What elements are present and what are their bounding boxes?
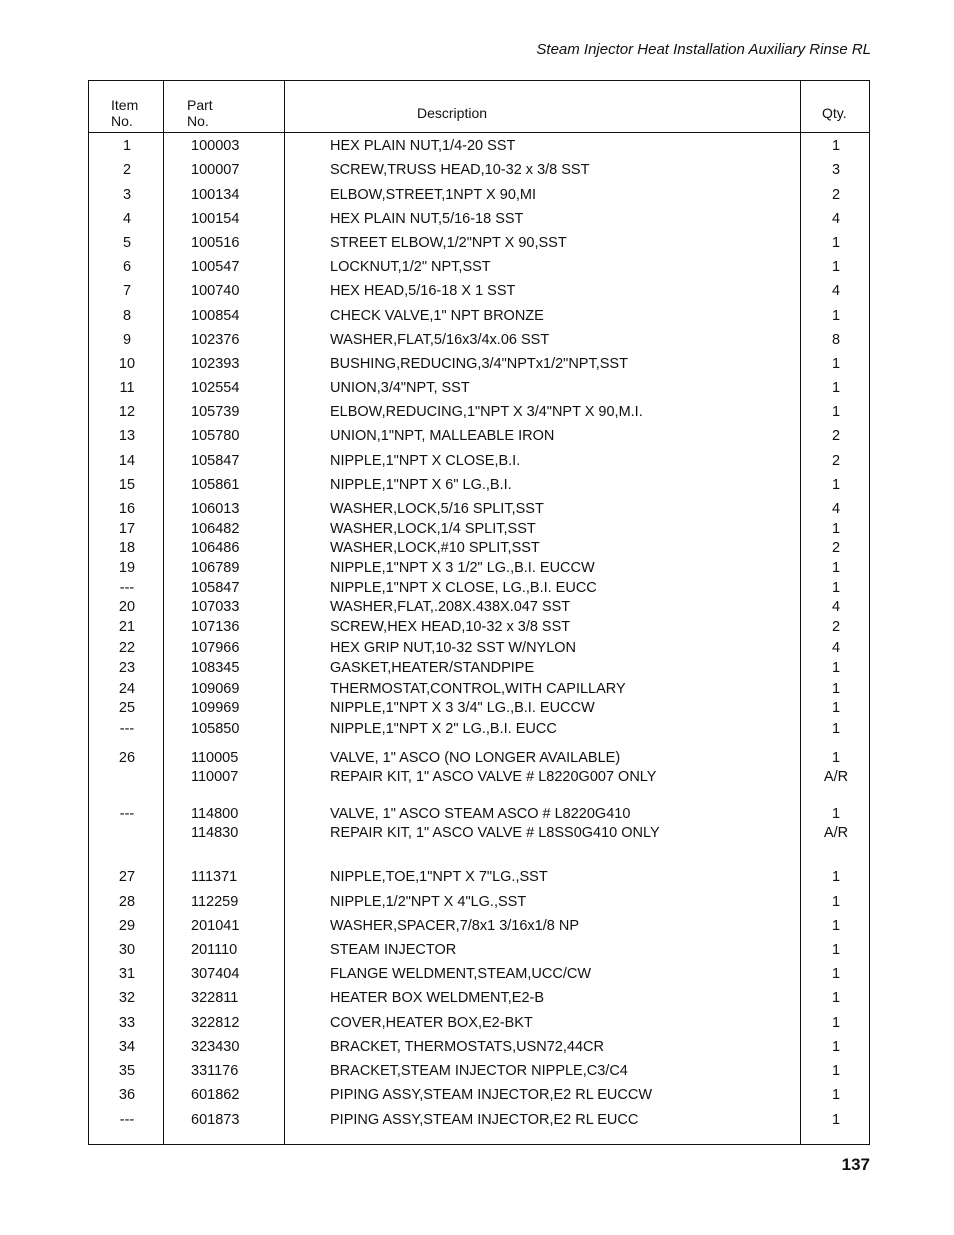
cell-part-no: 322811 <box>191 990 239 1006</box>
cell-part-no: 106482 <box>191 521 240 537</box>
cell-description: HEATER BOX WELDMENT,E2-B <box>330 990 545 1006</box>
cell-description: NIPPLE,1"NPT X CLOSE,B.I. <box>330 453 521 469</box>
cell-part-no: 105739 <box>191 404 240 420</box>
cell-description: NIPPLE,1"NPT X 3 1/2" LG.,B.I. EUCCW <box>330 560 595 576</box>
cell-description: WASHER,LOCK,5/16 SPLIT,SST <box>330 501 544 517</box>
cell-part-no: 331176 <box>191 1063 239 1079</box>
header-item-line2: No. <box>111 113 133 129</box>
cell-description: WASHER,SPACER,7/8x1 3/16x1/8 NP <box>330 918 580 934</box>
header-qty: Qty. <box>822 105 847 121</box>
cell-item-no: 32 <box>118 990 136 1006</box>
cell-item-no: 33 <box>118 1015 136 1031</box>
cell-description: WASHER,FLAT,5/16x3/4x.06 SST <box>330 332 550 348</box>
cell-description: NIPPLE,1"NPT X 6" LG.,B.I. <box>330 477 512 493</box>
page-number: 137 <box>841 1155 870 1174</box>
cell-description: THERMOSTAT,CONTROL,WITH CAPILLARY <box>330 681 626 697</box>
cell-description: SCREW,TRUSS HEAD,10-32 x 3/8 SST <box>330 162 590 178</box>
cell-description: LOCKNUT,1/2" NPT,SST <box>330 259 491 275</box>
cell-part-no: 111371 <box>191 869 238 885</box>
cell-part-no: 106013 <box>191 501 240 517</box>
cell-qty: 1 <box>831 580 841 596</box>
cell-description: ELBOW,REDUCING,1"NPT X 3/4"NPT X 90,M.I. <box>330 404 643 420</box>
cell-qty: 1 <box>831 1112 841 1128</box>
cell-description: NIPPLE,1"NPT X 2" LG.,B.I. EUCC <box>330 721 557 737</box>
cell-description: STEAM INJECTOR <box>330 942 457 958</box>
cell-description: COVER,HEATER BOX,E2-BKT <box>330 1015 533 1031</box>
cell-item-no: --- <box>119 806 135 822</box>
cell-item-no: 18 <box>118 540 136 556</box>
cell-part-no: 109969 <box>191 700 240 716</box>
cell-item-no: 23 <box>118 660 136 676</box>
cell-part-no: 100154 <box>191 211 240 227</box>
cell-part-no: 100007 <box>191 162 240 178</box>
cell-qty: 1 <box>831 942 841 958</box>
cell-qty: 1 <box>831 138 841 154</box>
cell-qty: 1 <box>831 990 841 1006</box>
cell-description: HEX HEAD,5/16-18 X 1 SST <box>330 283 516 299</box>
cell-qty: 1 <box>831 721 841 737</box>
cell-item-no: 5 <box>122 235 132 251</box>
cell-part-no: 105847 <box>191 580 240 596</box>
cell-qty: 4 <box>831 211 841 227</box>
cell-part-no: 106789 <box>191 560 240 576</box>
cell-item-no: 29 <box>118 918 136 934</box>
cell-qty: 4 <box>831 599 841 615</box>
cell-item-no: 15 <box>118 477 136 493</box>
cell-description: CHECK VALVE,1" NPT BRONZE <box>330 308 544 324</box>
cell-part-no: 114800 <box>191 806 239 822</box>
cell-description: NIPPLE,TOE,1"NPT X 7"LG.,SST <box>330 869 548 885</box>
column-divider <box>800 80 801 1145</box>
cell-item-no: 11 <box>119 380 135 396</box>
cell-item-no: 7 <box>122 283 132 299</box>
cell-part-no: 601862 <box>191 1087 240 1103</box>
cell-item-no: 21 <box>118 619 136 635</box>
cell-item-no: 27 <box>118 869 136 885</box>
cell-qty: 1 <box>831 560 841 576</box>
cell-qty: A/R <box>823 769 849 785</box>
cell-item-no: 4 <box>122 211 132 227</box>
cell-part-no: 100740 <box>191 283 240 299</box>
cell-part-no: 102554 <box>191 380 240 396</box>
cell-qty: 2 <box>831 453 841 469</box>
cell-part-no: 307404 <box>191 966 240 982</box>
cell-description: VALVE, 1" ASCO STEAM ASCO # L8220G410 <box>330 806 631 822</box>
cell-part-no: 105850 <box>191 721 240 737</box>
cell-item-no: 9 <box>122 332 132 348</box>
cell-item-no: 26 <box>118 750 136 766</box>
cell-qty: 4 <box>831 501 841 517</box>
cell-part-no: 100854 <box>191 308 240 324</box>
header-part-line1: Part <box>187 97 213 113</box>
cell-item-no: 8 <box>122 308 132 324</box>
cell-description: PIPING ASSY,STEAM INJECTOR,E2 RL EUCCW <box>330 1087 653 1103</box>
cell-item-no: 1 <box>122 138 132 154</box>
cell-qty: 1 <box>831 404 841 420</box>
cell-description: UNION,3/4"NPT, SST <box>330 380 470 396</box>
cell-item-no: 2 <box>122 162 132 178</box>
cell-description: FLANGE WELDMENT,STEAM,UCC/CW <box>330 966 592 982</box>
cell-qty: A/R <box>823 825 849 841</box>
cell-part-no: 105780 <box>191 428 240 444</box>
cell-part-no: 102393 <box>191 356 240 372</box>
cell-qty: 1 <box>831 356 841 372</box>
cell-qty: 1 <box>831 918 841 934</box>
cell-item-no: 35 <box>118 1063 136 1079</box>
cell-part-no: 100003 <box>191 138 240 154</box>
cell-item-no: 31 <box>118 966 136 982</box>
cell-item-no: 19 <box>118 560 136 576</box>
cell-description: HEX PLAIN NUT,5/16-18 SST <box>330 211 524 227</box>
cell-part-no: 601873 <box>191 1112 240 1128</box>
cell-qty: 1 <box>831 259 841 275</box>
cell-part-no: 100134 <box>191 187 240 203</box>
cell-qty: 2 <box>831 540 841 556</box>
cell-qty: 1 <box>831 1087 841 1103</box>
cell-description: WASHER,LOCK,1/4 SPLIT,SST <box>330 521 536 537</box>
cell-part-no: 108345 <box>191 660 240 676</box>
cell-part-no: 109069 <box>191 681 240 697</box>
cell-qty: 1 <box>831 869 841 885</box>
cell-qty: 2 <box>831 428 841 444</box>
cell-item-no: 30 <box>118 942 136 958</box>
cell-part-no: 322812 <box>191 1015 240 1031</box>
cell-item-no: 34 <box>118 1039 136 1055</box>
cell-item-no: 3 <box>122 187 132 203</box>
cell-description: HEX GRIP NUT,10-32 SST W/NYLON <box>330 640 577 656</box>
header-divider <box>88 132 870 133</box>
cell-part-no: 100547 <box>191 259 240 275</box>
cell-part-no: 201110 <box>191 942 238 958</box>
header-description: Description <box>417 105 488 121</box>
cell-description: ELBOW,STREET,1NPT X 90,MI <box>330 187 537 203</box>
header-part-no <box>187 97 213 129</box>
cell-part-no: 110005 <box>191 750 239 766</box>
cell-part-no: 100516 <box>191 235 240 251</box>
cell-part-no: 105861 <box>191 477 240 493</box>
cell-qty: 1 <box>831 894 841 910</box>
cell-description: REPAIR KIT, 1" ASCO VALVE # L8SS0G410 ONLY <box>330 825 660 841</box>
cell-qty: 1 <box>831 521 841 537</box>
cell-description: WASHER,LOCK,#10 SPLIT,SST <box>330 540 540 556</box>
cell-item-no: --- <box>119 1112 135 1128</box>
cell-part-no: 102376 <box>191 332 240 348</box>
cell-qty: 1 <box>831 750 841 766</box>
cell-item-no: 12 <box>118 404 136 420</box>
cell-qty: 4 <box>831 640 841 656</box>
cell-item-no: 16 <box>118 501 136 517</box>
cell-qty: 8 <box>831 332 841 348</box>
cell-item-no: 36 <box>118 1087 136 1103</box>
cell-part-no: 107033 <box>191 599 240 615</box>
header-item-line1: Item <box>111 97 139 113</box>
cell-part-no: 110007 <box>191 769 239 785</box>
cell-description: BRACKET,STEAM INJECTOR NIPPLE,C3/C4 <box>330 1063 628 1079</box>
cell-qty: 4 <box>831 283 841 299</box>
cell-qty: 1 <box>831 308 841 324</box>
cell-qty: 1 <box>831 1039 841 1055</box>
page-header-title: Steam Injector Heat Installation Auxiliary Rinse RL <box>536 41 871 58</box>
cell-description: WASHER,FLAT,.208X.438X.047 SST <box>330 599 571 615</box>
cell-qty: 1 <box>831 1063 841 1079</box>
cell-item-no: 6 <box>122 259 132 275</box>
cell-item-no: 13 <box>118 428 136 444</box>
cell-description: VALVE, 1" ASCO (NO LONGER AVAILABLE) <box>330 750 621 766</box>
cell-description: PIPING ASSY,STEAM INJECTOR,E2 RL EUCC <box>330 1112 639 1128</box>
cell-description: GASKET,HEATER/STANDPIPE <box>330 660 535 676</box>
cell-item-no: 24 <box>118 681 136 697</box>
cell-item-no: --- <box>119 721 135 737</box>
cell-item-no: 25 <box>118 700 136 716</box>
cell-item-no: 17 <box>118 521 136 537</box>
cell-description: HEX PLAIN NUT,1/4-20 SST <box>330 138 516 154</box>
cell-qty: 1 <box>831 1015 841 1031</box>
cell-qty: 1 <box>831 477 841 493</box>
cell-description: REPAIR KIT, 1" ASCO VALVE # L8220G007 ONLY <box>330 769 657 785</box>
cell-qty: 2 <box>831 619 841 635</box>
cell-part-no: 106486 <box>191 540 240 556</box>
cell-description: NIPPLE,1"NPT X CLOSE, LG.,B.I. EUCC <box>330 580 597 596</box>
cell-item-no: --- <box>119 580 135 596</box>
cell-item-no: 20 <box>118 599 136 615</box>
cell-item-no: 22 <box>118 640 136 656</box>
cell-part-no: 107136 <box>191 619 240 635</box>
cell-qty: 1 <box>831 700 841 716</box>
cell-qty: 1 <box>831 380 841 396</box>
cell-qty: 2 <box>831 187 841 203</box>
cell-description: STREET ELBOW,1/2"NPT X 90,SST <box>330 235 567 251</box>
cell-qty: 1 <box>831 235 841 251</box>
cell-part-no: 107966 <box>191 640 240 656</box>
cell-description: BUSHING,REDUCING,3/4"NPTx1/2"NPT,SST <box>330 356 628 372</box>
cell-item-no: 14 <box>118 453 136 469</box>
cell-item-no: 28 <box>118 894 136 910</box>
cell-description: NIPPLE,1/2"NPT X 4"LG.,SST <box>330 894 527 910</box>
cell-part-no: 112259 <box>191 894 239 910</box>
header-part-line2: No. <box>187 113 209 129</box>
cell-qty: 3 <box>831 162 841 178</box>
cell-qty: 1 <box>831 966 841 982</box>
cell-description: SCREW,HEX HEAD,10-32 x 3/8 SST <box>330 619 571 635</box>
cell-qty: 1 <box>831 806 841 822</box>
cell-part-no: 201041 <box>191 918 240 934</box>
cell-qty: 1 <box>831 681 841 697</box>
cell-part-no: 323430 <box>191 1039 240 1055</box>
cell-description: UNION,1"NPT, MALLEABLE IRON <box>330 428 555 444</box>
cell-description: NIPPLE,1"NPT X 3 3/4" LG.,B.I. EUCCW <box>330 700 595 716</box>
cell-item-no: 10 <box>118 356 136 372</box>
cell-qty: 1 <box>831 660 841 676</box>
cell-description: BRACKET, THERMOSTATS,USN72,44CR <box>330 1039 604 1055</box>
cell-part-no: 114830 <box>191 825 239 841</box>
header-item-no <box>111 97 138 129</box>
column-divider <box>284 80 285 1145</box>
cell-part-no: 105847 <box>191 453 240 469</box>
